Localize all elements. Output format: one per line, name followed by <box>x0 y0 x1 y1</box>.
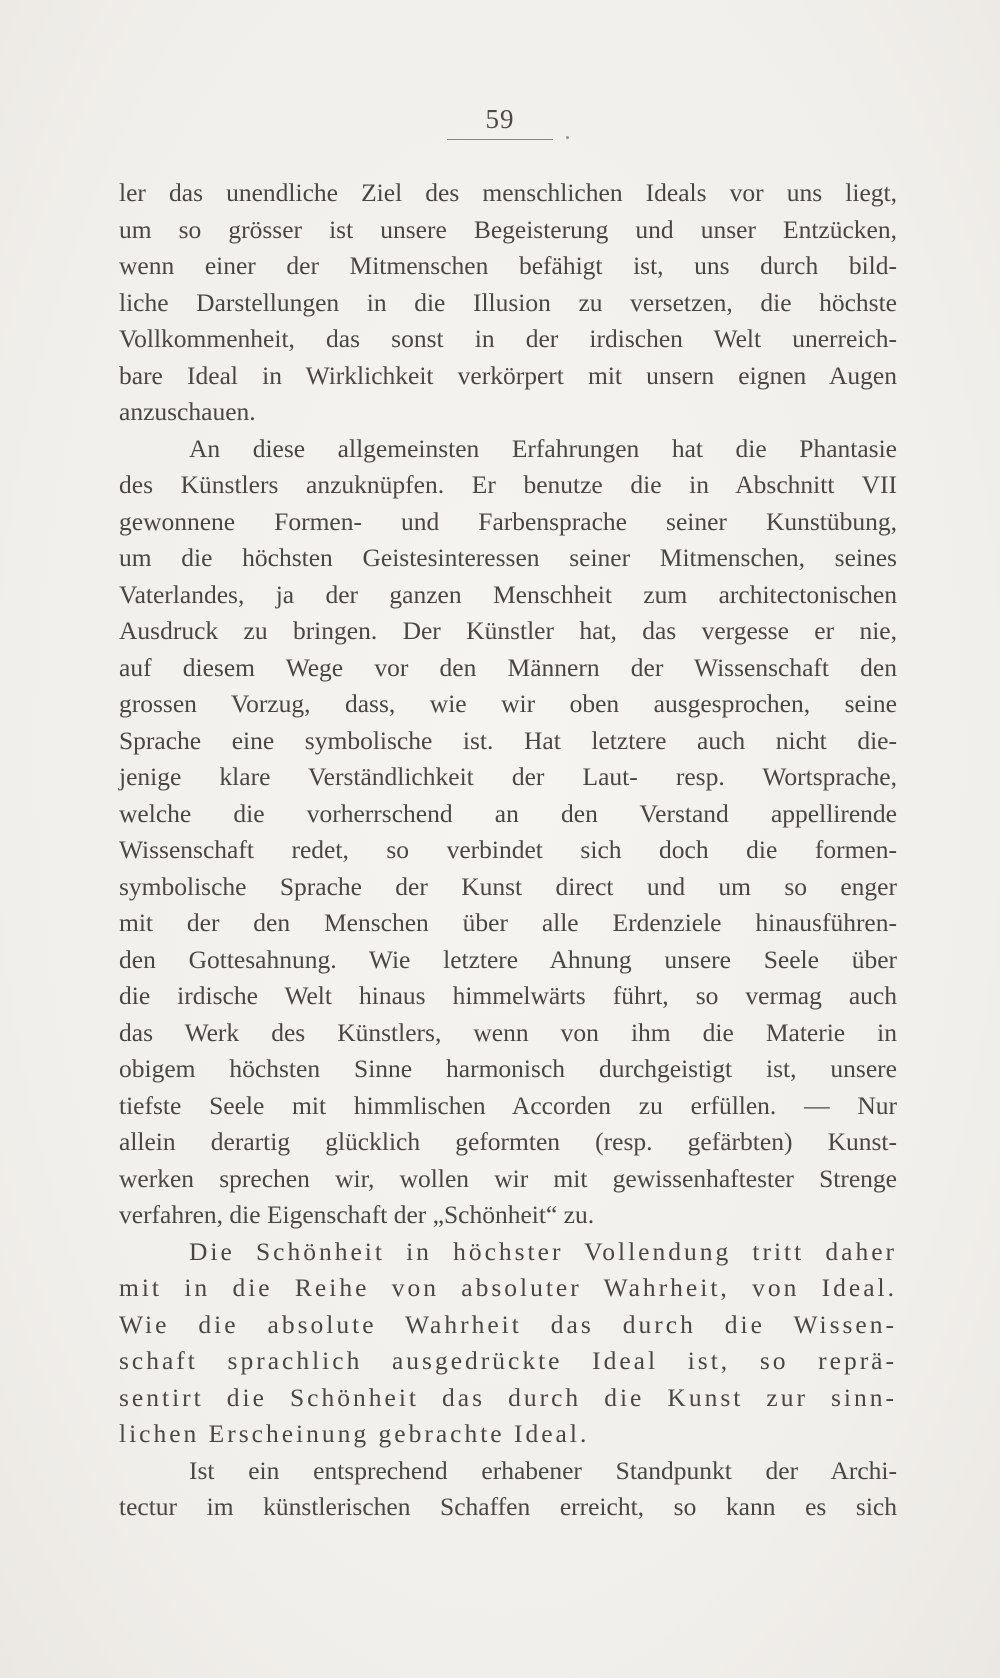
text-line: welche die vorherrschend an den Verstand appellirende <box>119 798 897 828</box>
text-line: mit in die Reihe von absoluter Wahrheit, von Ideal. <box>119 1273 897 1302</box>
text-line: grossen Vorzug, dass, wie wir oben ausgesprochen, seine <box>119 689 897 718</box>
text-line: mit der den Menschen über alle Erdenziele hinausführen- <box>119 908 897 937</box>
text-line: des Künstlers anzuknüpfen. Er benutze die in Abschnitt VII <box>119 470 897 499</box>
text-line: um die höchsten Geistesinteressen seiner Mitmenschen, seines <box>119 543 897 572</box>
text-line: Vaterlandes, ja der ganzen Menschheit zum architectonischen <box>119 579 897 609</box>
text-line: anzuschauen. <box>119 397 256 426</box>
text-line: Ist ein entsprechend erhabener Standpunkt der Archi- <box>189 1455 897 1485</box>
text-line: Wissenschaft redet, so verbindet sich doch die formen- <box>119 835 897 864</box>
text-line: schaft sprachlich ausgedrückte Ideal ist, so reprä- <box>119 1346 897 1375</box>
text-line: gewonnene Formen- und Farbensprache seiner Kunstübung, <box>119 506 897 536</box>
text-line: Ausdruck zu bringen. Der Künstler hat, das vergesse er nie, <box>119 616 897 645</box>
text-line: Vollkommenheit, das sonst in der irdischen Welt unerreich- <box>119 324 897 353</box>
text-line: auf diesem Wege vor den Männern der Wissenschaft den <box>119 652 897 682</box>
header-rule-dot <box>566 136 569 139</box>
text-line: wenn einer der Mitmenschen befähigt ist, uns durch bild- <box>119 251 897 280</box>
text-line: bare Ideal in Wirklichkeit verkörpert mit unsern eignen Augen <box>119 360 897 390</box>
body-text <box>119 175 897 1526</box>
header-rule <box>447 139 553 140</box>
text-line: symbolische Sprache der Kunst direct und um so enger <box>119 871 897 901</box>
text-line: jenige klare Verständlichkeit der Laut- resp. Wortsprache, <box>119 762 897 791</box>
text-line: liche Darstellungen in die Illusion zu versetzen, die höchste <box>119 287 897 317</box>
text-line: den Gottesahnung. Wie letztere Ahnung unsere Seele über <box>119 944 897 974</box>
text-line: tectur im künstlerischen Schaffen erreicht, so kann es sich <box>119 1492 897 1521</box>
text-line: sentirt die Schönheit das durch die Kunst zur sinn- <box>119 1382 897 1412</box>
text-line: An diese allgemeinsten Erfahrungen hat die Phantasie <box>189 433 897 463</box>
text-line: die irdische Welt hinaus himmelwärts führt, so vermag auch <box>119 981 897 1010</box>
text-line: werken sprechen wir, wollen wir mit gewissenhaftester Strenge <box>119 1163 897 1193</box>
text-line: um so grösser ist unsere Begeisterung und unser Entzücken, <box>119 214 897 244</box>
page-number: 59 <box>485 104 515 134</box>
text-line: Wie die absolute Wahrheit das durch die Wissen- <box>119 1309 897 1339</box>
text-line: lichen Erscheinung gebrachte Ideal. <box>119 1419 590 1448</box>
text-line: tiefste Seele mit himmlischen Accorden zu erfüllen. — Nur <box>119 1090 897 1120</box>
text-line: obigem höchsten Sinne harmonisch durchgeistigt ist, unsere <box>119 1054 897 1083</box>
text-line: Sprache eine symbolische ist. Hat letztere auch nicht die- <box>119 725 897 755</box>
text-line: das Werk des Künstlers, wenn von ihm die Materie in <box>119 1017 897 1047</box>
text-line: Die Schönheit in höchster Vollendung tritt daher <box>189 1236 897 1266</box>
text-line: verfahren, die Eigenschaft der „Schönheit“ zu. <box>119 1200 595 1229</box>
text-line: ler das unendliche Ziel des menschlichen Ideals vor uns liegt, <box>119 178 897 207</box>
text-line: allein derartig glücklich geformten (resp. gefärbten) Kunst- <box>119 1127 897 1156</box>
